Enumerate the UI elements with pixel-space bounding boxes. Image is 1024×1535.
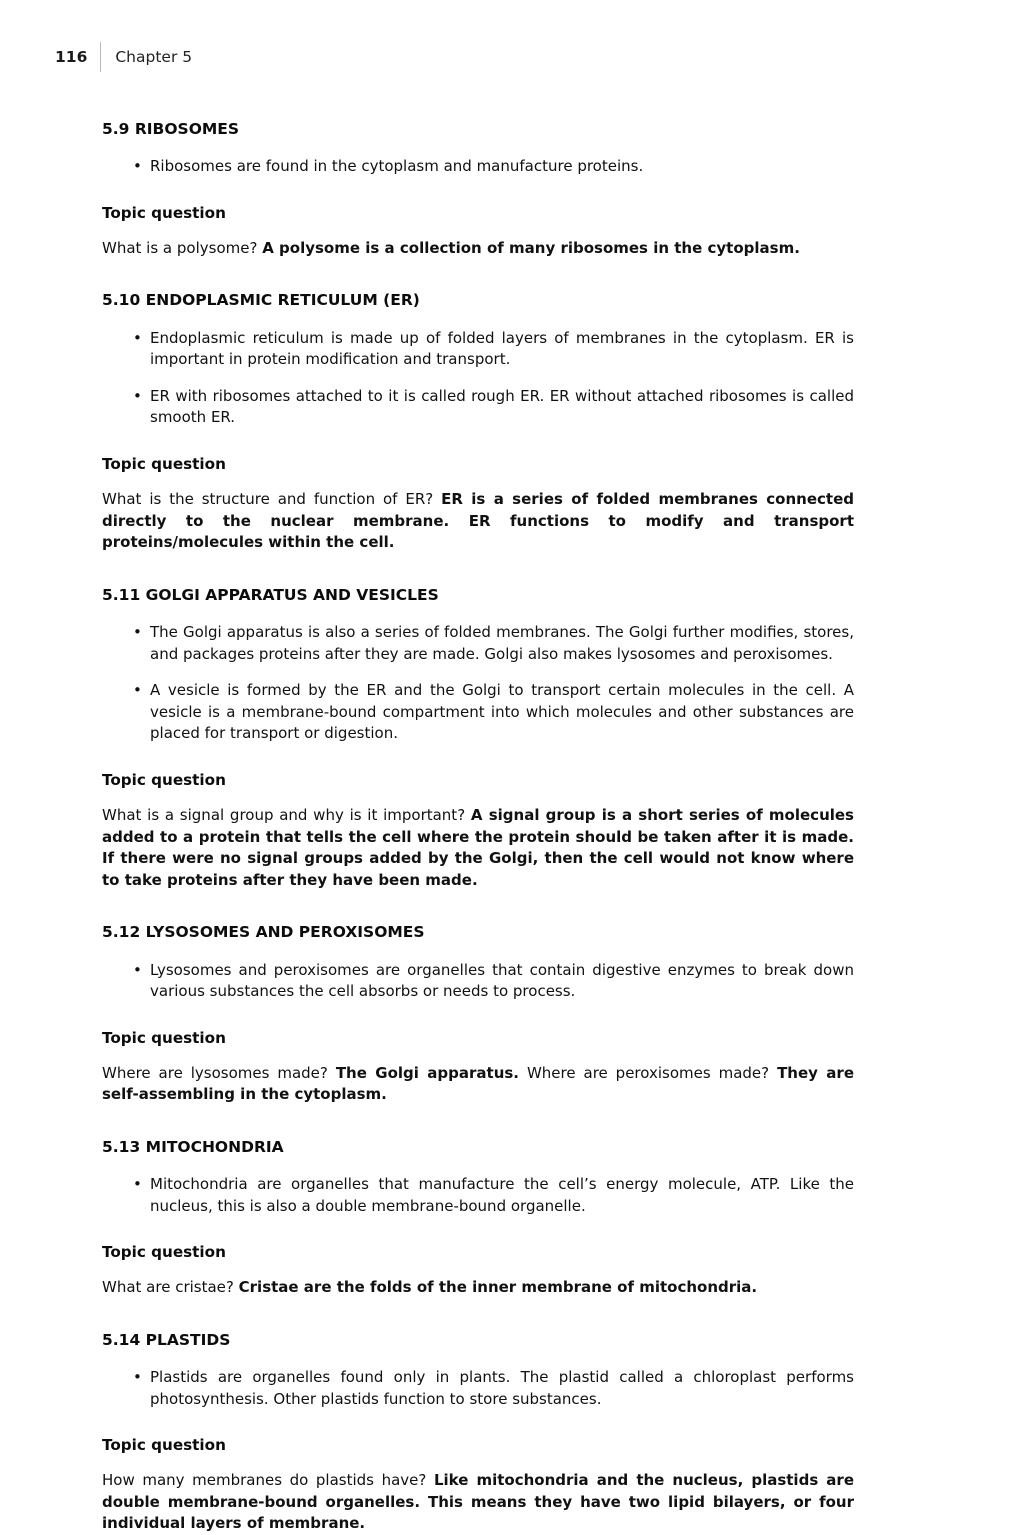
bullet-icon: • — [133, 681, 142, 700]
section-heading: 5.9 RIBOSOMES — [102, 120, 240, 138]
bullet-text: Plastids are organelles found only in plants. The plastid called a chloroplast performs photosynthesis. Other plastids function to store substances. — [150, 1368, 854, 1408]
bullet-item — [133, 960, 854, 1003]
qa-question: What is a signal group and why is it important? — [102, 805, 471, 824]
topic-question-label: Topic question — [102, 1436, 226, 1455]
qa-question: How many membranes do plastids have? — [102, 1471, 434, 1490]
qa-answer: Cristae are the folds of the inner membrane of mitochondria. — [238, 1278, 758, 1297]
topic-question-label: Topic question — [102, 1243, 226, 1262]
section-endoplasmic-reticulum — [102, 289, 854, 553]
section-heading: 5.10 ENDOPLASMIC RETICULUM (ER) — [102, 291, 420, 310]
bullet-icon: • — [133, 386, 142, 405]
topic-question-label: Topic question — [102, 203, 226, 222]
header-divider — [100, 42, 101, 72]
topic-question-label: Topic question — [102, 455, 226, 474]
qa-question: Where are lysosomes made? — [102, 1063, 336, 1082]
qa-paragraph — [102, 1277, 854, 1299]
qa-question: What is a polysome? — [102, 238, 263, 257]
bullet-text: ER with ribosomes attached to it is called rough ER. ER without attached ribosomes is called smooth ER. — [150, 386, 854, 427]
bullet-item — [133, 156, 854, 178]
qa-answer: ER is a series of folded membranes connected directly to the nuclear membrane. ER functions to modify and transport proteins/molecules within the cell. — [102, 489, 854, 552]
qa-answer: A polysome is a collection of many ribosomes in the cytoplasm. — [262, 238, 800, 257]
bullet-list — [102, 328, 854, 429]
bullet-item — [133, 1174, 854, 1217]
topic-question-label: Topic question — [102, 1028, 226, 1047]
page-number: 116 — [55, 48, 88, 66]
bullet-icon: • — [133, 1175, 142, 1194]
qa-answer: The Golgi apparatus. — [335, 1063, 520, 1082]
bullet-item — [133, 622, 854, 665]
bullet-text: Ribosomes are found in the cytoplasm and manufacture proteins. — [150, 157, 644, 176]
topic-question-label: Topic question — [102, 771, 226, 790]
qa-answer: A signal group is a short series of molecules added to a protein that tells the cell where the protein should be taken after it is made. If there were no signal groups added by the Golgi, then the cell would not know where to take proteins after they have been made. — [102, 805, 854, 889]
qa-answer: Like mitochondria and the nucleus, plastids are double membrane-bound organelles. This means they have two lipid bilayers, or four individual layers of membrane. — [102, 1471, 854, 1533]
bullet-icon: • — [133, 1368, 142, 1387]
bullet-icon: • — [133, 157, 142, 176]
qa-paragraph — [102, 1470, 854, 1535]
bullet-list — [102, 1367, 854, 1410]
bullet-item — [133, 1367, 854, 1410]
qa-paragraph — [102, 489, 854, 554]
qa-question: Where are peroxisomes made? — [519, 1063, 778, 1082]
section-plastids — [102, 1329, 854, 1535]
section-heading: 5.14 PLASTIDS — [102, 1330, 231, 1349]
bullet-item — [133, 680, 854, 745]
bullet-text: A vesicle is formed by the ER and the Golgi to transport certain molecules in the cell. A vesicle is a membrane-bound compartment into which molecules and other substances are placed for transport or digestion. — [150, 681, 854, 743]
section-heading: 5.11 GOLGI APPARATUS AND VESICLES — [102, 585, 439, 604]
bullet-list — [102, 1174, 854, 1217]
bullet-list — [102, 622, 854, 745]
bullet-list — [102, 960, 854, 1003]
bullet-item — [133, 328, 854, 371]
section-ribosomes — [102, 118, 854, 259]
bullet-icon: • — [133, 623, 142, 642]
section-heading: 5.12 LYSOSOMES AND PEROXISOMES — [102, 923, 425, 942]
bullet-icon: • — [133, 960, 142, 979]
bullet-text: Lysosomes and peroxisomes are organelles that contain digestive enzymes to break down various substances the cell absorbs or needs to process. — [150, 960, 854, 1001]
section-heading: 5.13 MITOCHONDRIA — [102, 1137, 284, 1156]
qa-paragraph — [102, 805, 854, 891]
qa-question: What are cristae? — [102, 1278, 239, 1297]
chapter-label: Chapter 5 — [115, 48, 193, 66]
page-content — [102, 118, 854, 1535]
section-golgi-apparatus — [102, 584, 854, 892]
bullet-list — [102, 156, 854, 178]
qa-paragraph — [102, 1063, 854, 1106]
bullet-text: Mitochondria are organelles that manufacture the cell’s energy molecule, ATP. Like the nucleus, this is also a double membrane-bound organelle. — [150, 1175, 854, 1215]
section-mitochondria — [102, 1136, 854, 1299]
qa-question: What is the structure and function of ER? — [102, 489, 442, 508]
page-header — [55, 42, 1024, 72]
qa-answer: They are self-assembling in the cytoplasm. — [102, 1063, 854, 1104]
bullet-icon: • — [133, 328, 142, 347]
bullet-item — [133, 386, 854, 429]
bullet-text: The Golgi apparatus is also a series of folded membranes. The Golgi further modifies, stores, and packages proteins after they are made. Golgi also makes lysosomes and peroxisomes. — [150, 623, 854, 663]
qa-paragraph — [102, 238, 854, 260]
bullet-text: Endoplasmic reticulum is made up of folded layers of membranes in the cytoplasm. ER is important in protein modification and transport. — [150, 328, 854, 369]
section-lysosomes-peroxisomes — [102, 921, 854, 1106]
